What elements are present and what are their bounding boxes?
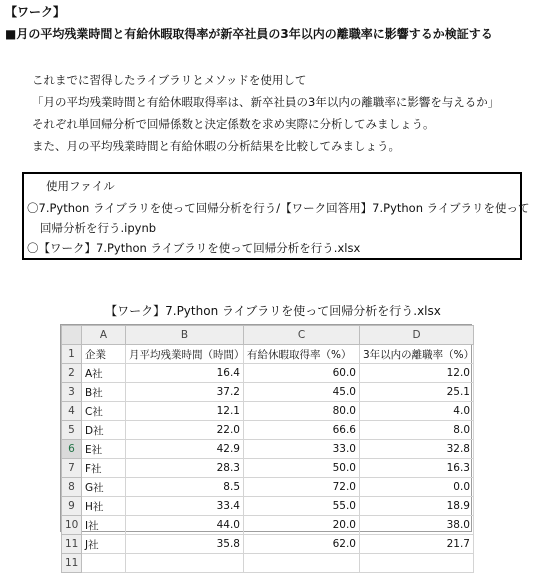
cell[interactable]: F社 xyxy=(82,459,126,478)
cell[interactable]: 22.0 xyxy=(126,421,244,440)
header-cell[interactable]: 3年以内の離職率（%） xyxy=(360,345,474,364)
cell[interactable]: A社 xyxy=(82,364,126,383)
row-header[interactable]: 3 xyxy=(62,383,82,402)
cell[interactable]: 0.0 xyxy=(360,478,474,497)
cell[interactable]: 45.0 xyxy=(244,383,360,402)
spreadsheet xyxy=(60,324,475,569)
cell[interactable]: 12.1 xyxy=(126,402,244,421)
table-row xyxy=(62,402,474,421)
cell[interactable] xyxy=(244,554,360,573)
cell[interactable] xyxy=(360,554,474,573)
row-header[interactable]: 5 xyxy=(62,421,82,440)
row-header[interactable]: 11 xyxy=(62,535,82,554)
cell[interactable]: 16.3 xyxy=(360,459,474,478)
cell[interactable]: 33.4 xyxy=(126,497,244,516)
cell[interactable]: E社 xyxy=(82,440,126,459)
cell[interactable]: 33.0 xyxy=(244,440,360,459)
cell[interactable]: J社 xyxy=(82,535,126,554)
table-row xyxy=(62,516,474,535)
cell[interactable]: 25.1 xyxy=(360,383,474,402)
table-row xyxy=(62,497,474,516)
section-header: 【ワーク】 xyxy=(5,5,66,19)
cell[interactable]: 4.0 xyxy=(360,402,474,421)
row-header[interactable]: 6 xyxy=(62,440,82,459)
cell[interactable]: 38.0 xyxy=(360,516,474,535)
cell[interactable]: 20.0 xyxy=(244,516,360,535)
cell[interactable]: 28.3 xyxy=(126,459,244,478)
cell[interactable]: D社 xyxy=(82,421,126,440)
spreadsheet-caption: 【ワーク】7.Python ライブラリを使って回帰分析を行う.xlsx xyxy=(105,304,441,318)
column-header-d[interactable]: D xyxy=(360,326,474,345)
cell[interactable]: B社 xyxy=(82,383,126,402)
row-header[interactable]: 7 xyxy=(62,459,82,478)
select-all-corner[interactable] xyxy=(62,326,82,345)
file-item-xlsx: 〇【ワーク】7.Python ライブラリを使って回帰分析を行う.xlsx xyxy=(27,241,361,255)
cell[interactable]: I社 xyxy=(82,516,126,535)
spreadsheet-grid xyxy=(61,325,474,573)
cell[interactable]: G社 xyxy=(82,478,126,497)
cell[interactable]: C社 xyxy=(82,402,126,421)
cell[interactable]: 80.0 xyxy=(244,402,360,421)
row-header[interactable]: 1 xyxy=(62,345,82,364)
cell[interactable]: 32.8 xyxy=(360,440,474,459)
cell[interactable]: 8.5 xyxy=(126,478,244,497)
table-row xyxy=(62,459,474,478)
cell[interactable] xyxy=(82,554,126,573)
cell[interactable]: 21.7 xyxy=(360,535,474,554)
file-item-notebook-cont: 回帰分析を行う.ipynb xyxy=(40,221,157,235)
files-box-title: 使用ファイル xyxy=(46,179,115,193)
cell[interactable]: 60.0 xyxy=(244,364,360,383)
instruction-line-4: また、月の平均残業時間と有給休暇の分析結果を比較してみましょう。 xyxy=(32,139,400,153)
column-header-b[interactable]: B xyxy=(126,326,244,345)
row-header[interactable]: 8 xyxy=(62,478,82,497)
column-header-a[interactable]: A xyxy=(82,326,126,345)
file-item-notebook: 〇7.Python ライブラリを使って回帰分析を行う/【ワーク回答用】7.Python ライブラリを使って xyxy=(27,201,530,215)
column-header-row xyxy=(62,326,474,345)
cell[interactable]: 16.4 xyxy=(126,364,244,383)
cell[interactable]: H社 xyxy=(82,497,126,516)
cell[interactable] xyxy=(126,554,244,573)
task-heading: ■月の平均残業時間と有給休暇取得率が新卒社員の3年以内の離職率に影響するか検証する xyxy=(5,27,493,41)
header-cell[interactable]: 有給休暇取得率（%） xyxy=(244,345,360,364)
instruction-line-1: これまでに習得したライブラリとメソッドを使用して xyxy=(32,73,307,87)
cell[interactable]: 12.0 xyxy=(360,364,474,383)
cell[interactable]: 66.6 xyxy=(244,421,360,440)
instruction-line-2: 「月の平均残業時間と有給休暇取得率は、新卒社員の3年以内の離職率に影響を与えるか」 xyxy=(32,95,500,109)
cell[interactable]: 35.8 xyxy=(126,535,244,554)
table-row xyxy=(62,440,474,459)
row-header[interactable]: 9 xyxy=(62,497,82,516)
row-header[interactable]: 4 xyxy=(62,402,82,421)
table-row xyxy=(62,554,474,573)
row-header[interactable]: 10 xyxy=(62,516,82,535)
column-header-c[interactable]: C xyxy=(244,326,360,345)
header-cell[interactable]: 月平均残業時間（時間） xyxy=(126,345,244,364)
header-cell[interactable]: 企業 xyxy=(82,345,126,364)
files-box xyxy=(22,172,530,260)
cell[interactable]: 37.2 xyxy=(126,383,244,402)
table-row xyxy=(62,383,474,402)
cell[interactable]: 55.0 xyxy=(244,497,360,516)
table-row xyxy=(62,535,474,554)
cell[interactable]: 18.9 xyxy=(360,497,474,516)
cell[interactable]: 72.0 xyxy=(244,478,360,497)
row-header[interactable]: 2 xyxy=(62,364,82,383)
instruction-line-3: それぞれ単回帰分析で回帰係数と決定係数を求め実際に分析してみましょう。 xyxy=(32,117,435,131)
table-row xyxy=(62,364,474,383)
cell[interactable]: 8.0 xyxy=(360,421,474,440)
table-row xyxy=(62,345,474,364)
cell[interactable]: 50.0 xyxy=(244,459,360,478)
cell[interactable]: 42.9 xyxy=(126,440,244,459)
table-row xyxy=(62,421,474,440)
cell[interactable]: 44.0 xyxy=(126,516,244,535)
row-header[interactable]: 11 xyxy=(62,554,82,573)
cell[interactable]: 62.0 xyxy=(244,535,360,554)
table-row xyxy=(62,478,474,497)
